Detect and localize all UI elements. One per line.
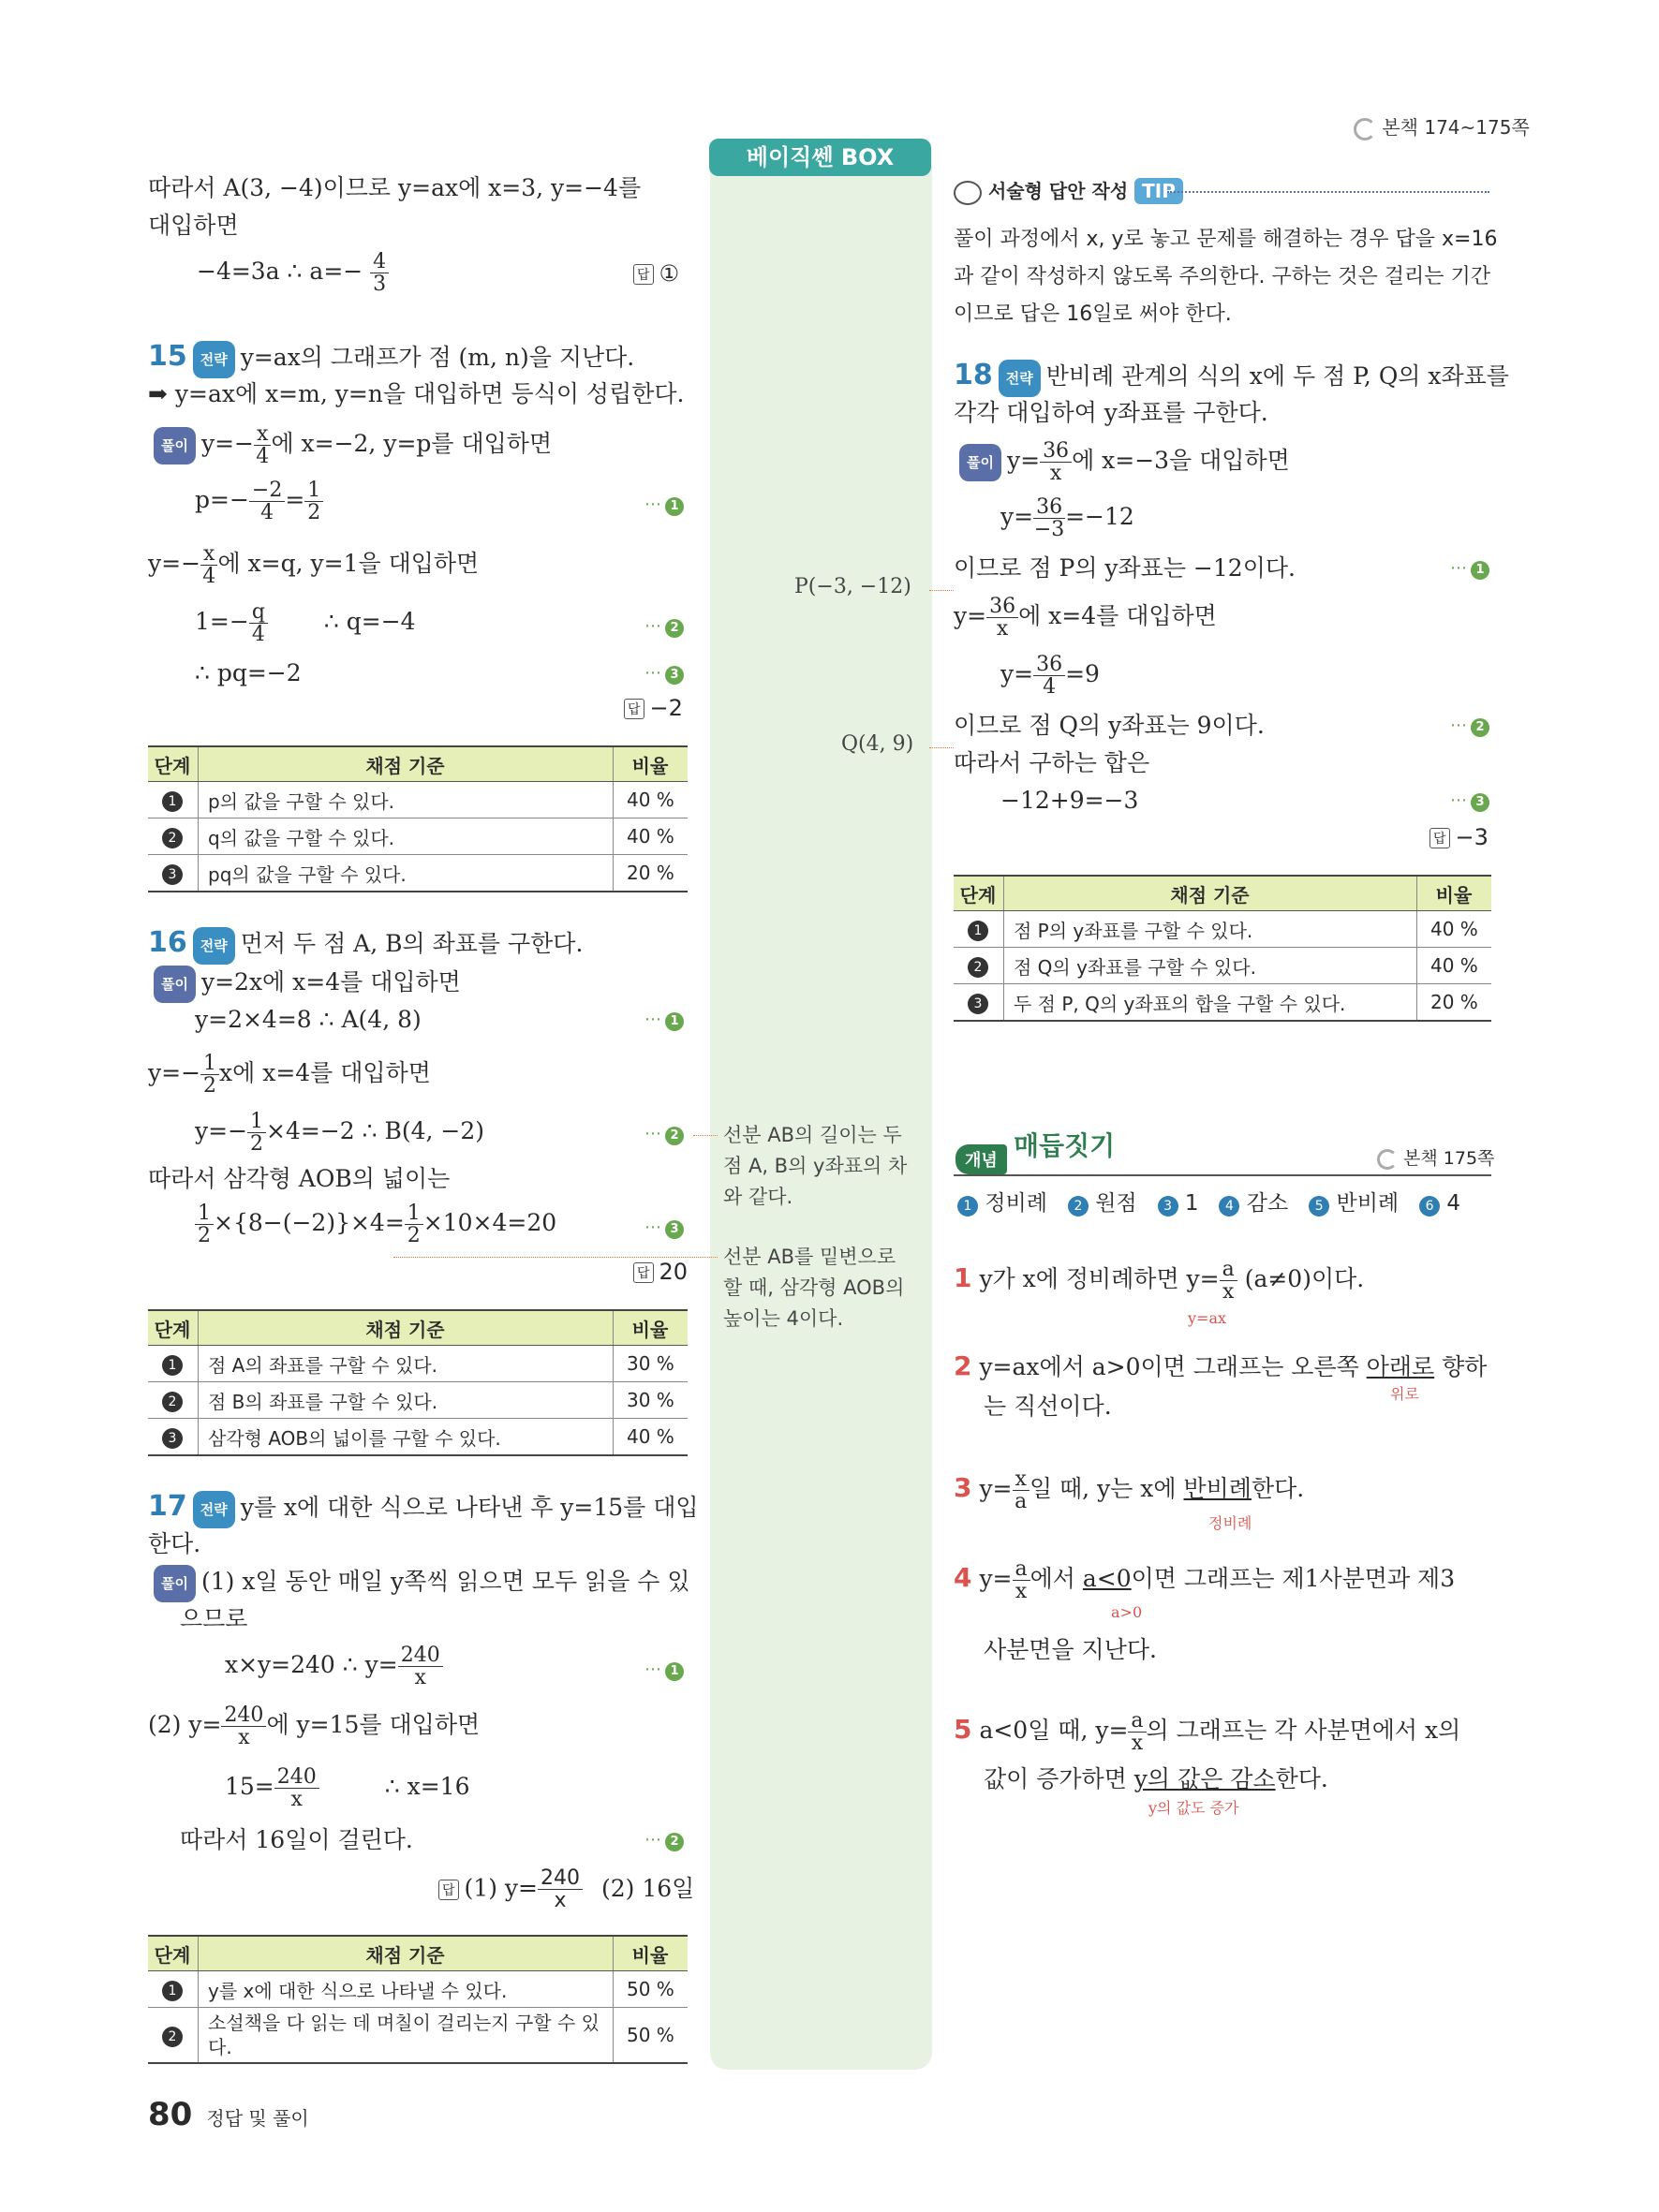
problem-17-line-5: 따라서 16일이 걸린다. [180, 1826, 413, 1853]
problem-17-answer: 답 (1) y= $\frac{240}{x}$ (2) 16일 [438, 1867, 694, 1911]
fraction: $\frac{q}{4}$ [249, 601, 268, 645]
concept-item-3: 3 y= $\frac{x}{a}$ 일 때, y는 x에 반비례한다. [954, 1467, 1305, 1514]
fraction: $\frac{1}{2}$ [200, 1053, 219, 1097]
problem-16-line-4: y=− $\frac{1}{2}$ ×4=−2 ∴ B(4, −2) [195, 1110, 485, 1157]
fraction: $\frac{x}{a}$ [1013, 1468, 1029, 1512]
problem-18-line-3: 이므로 점 P의 y좌표는 −12이다. [954, 554, 1296, 582]
fraction: $\frac{-2}{4}$ [249, 479, 285, 524]
problem-18-strategy-2: 각각 대입하여 y좌표를 구한다. [954, 399, 1268, 426]
problem-17-strategy-2: 한다. [148, 1530, 201, 1557]
scoring-table-18: 단계 채점 기준 비율 1 점 P의 y좌표를 구할 수 있다. 40 % 2 점 Q의 y좌표를 구할 수 있다. 40 % 3 두 점 P, Q의 y좌표의 합을 구할 수 있다. 20 % [954, 875, 1491, 1022]
concept-item-4b: 사분면을 지난다. [984, 1636, 1157, 1663]
basic-box-column [710, 150, 932, 2070]
fraction: $\frac{x}{4}$ [200, 543, 217, 587]
answer-icon: 답 [633, 1262, 654, 1283]
intro-equation: −4=3a ∴ a=− $\frac{4}{3}$ [197, 251, 389, 295]
problem-15-line-3: y=− $\frac{x}{4}$ 에 x=q, y=1을 대입하면 [148, 542, 480, 589]
fraction: $\frac{240}{x}$ [274, 1766, 319, 1810]
correction-2: 위로 [1390, 1385, 1419, 1403]
concept-item-2: 2 y=ax에서 a>0이면 그래프는 오른쪽 아래로 향하 [954, 1350, 1488, 1381]
concept-item-5b: 값이 증가하면 y의 값은 감소한다. [984, 1765, 1328, 1792]
problem-17-line-1b: 으므로 [180, 1605, 248, 1632]
concept-title: 매듭짓기 [1014, 1130, 1116, 1161]
scoring-table-15: 단계 채점 기준 비율 1 p의 값을 구할 수 있다. 40 % 2 q의 값을 구할 수 있다. 40 % 3 pq의 값을 구할 수 있다. 20 % [148, 745, 688, 892]
problem-16-line-5: 따라서 삼각형 AOB의 넓이는 [148, 1165, 451, 1192]
correction-1: y=ax [1188, 1309, 1227, 1327]
step-marker-2: ⋯ 2 [1450, 715, 1489, 737]
fraction: $\frac{36}{4}$ [1033, 654, 1065, 698]
step-marker-1: ⋯ 1 [1450, 558, 1489, 580]
concept-item-4: 4 y= $\frac{a}{x}$ 에서 a<0이면 그래프는 제1사분면과 제3 [954, 1557, 1456, 1604]
fraction: $\frac{36}{x}$ [1040, 440, 1072, 484]
page-ref: 본책 174~175쪽 [1354, 112, 1530, 140]
fraction: $\frac{x}{4}$ [254, 423, 271, 467]
problem-15-answer: 답 −2 [624, 695, 683, 721]
problem-18-line-6: 이므로 점 Q의 y좌표는 9이다. [954, 712, 1265, 739]
fraction: $\frac{4}{3}$ [370, 251, 389, 295]
step-marker-1: ⋯ 1 [644, 1659, 684, 1681]
step-marker-2: ⋯ 2 [644, 1124, 684, 1145]
step-marker-3: ⋯ 3 [1450, 790, 1489, 812]
concept-answers [957, 1186, 1460, 1217]
answer-item: 1 정비례 [957, 1191, 1047, 1216]
problem-15-line-2: p=− $\frac{-2}{4}$ = $\frac{1}{2}$ [195, 479, 323, 524]
step-marker-1: ⋯ 1 [644, 1010, 684, 1031]
fraction: $\frac{240}{x}$ [538, 1867, 583, 1911]
problem-15-line-5: ∴ pq=−2 [195, 659, 302, 686]
fraction: $\frac{240}{x}$ [221, 1704, 266, 1748]
basic-box-title: 베이직쎈 BOX [709, 139, 931, 176]
answer-icon: 답 [624, 699, 644, 719]
problem-17-line-1: 풀이 (1) x일 동안 매일 y쪽씩 읽으면 모두 읽을 수 있 [148, 1564, 690, 1602]
fraction: $\frac{240}{x}$ [398, 1644, 443, 1688]
point-q-label: Q(4, 9) [841, 732, 914, 756]
page-number: 80 [148, 2096, 193, 2133]
answer-item: 2 원점 [1068, 1191, 1137, 1216]
problem-18-line-4: y= $\frac{36}{x}$ 에 x=4를 대입하면 [954, 595, 1217, 641]
connector-line-2 [393, 1257, 718, 1258]
tip-divider [1167, 191, 1489, 193]
problem-18-line-8: −12+9=−3 [1000, 787, 1139, 814]
answer-item: 3 1 [1158, 1191, 1199, 1216]
problem-16-line-1: 풀이 y=2x에 x=4를 대입하면 [148, 965, 461, 1003]
point-p-label: P(−3, −12) [794, 575, 911, 598]
problem-18-line-1: 풀이 y= $\frac{36}{x}$ 에 x=−3을 대입하면 [954, 440, 1290, 484]
problem-15-line-1: 풀이 y=− $\frac{x}{4}$ 에 x=−2, y=p를 대입하면 [148, 423, 552, 467]
pig-icon [954, 181, 982, 205]
problem-18-line-5: y= $\frac{36}{4}$ =9 [1000, 653, 1100, 700]
concept-item-2b: 는 직선이다. [984, 1393, 1112, 1420]
fraction: $\frac{1}{2}$ [405, 1202, 423, 1246]
fraction: $\frac{1}{2}$ [304, 479, 323, 524]
concept-item-1: 1 y가 x에 정비례하면 y= $\frac{a}{x}$ (a≠0)이다. [954, 1258, 1365, 1305]
answer-icon: 답 [633, 264, 654, 285]
problem-15-line-4: 1=− $\frac{q}{4}$ ∴ q=−4 [195, 600, 416, 647]
step-marker-2: ⋯ 2 [644, 616, 684, 638]
problem-16-line-3: y=− $\frac{1}{2}$ x에 x=4를 대입하면 [148, 1052, 431, 1099]
problem-18-answer: 답 −3 [1429, 824, 1489, 850]
problem-15-strategy-2: ➡ y=ax에 x=m, y=n을 대입하면 등식이 성립한다. [148, 380, 685, 407]
correction-3: 정비례 [1208, 1514, 1252, 1532]
connector-line-1 [693, 1135, 718, 1136]
correction-4: a>0 [1111, 1603, 1143, 1621]
problem-16-answer: 답 20 [633, 1259, 688, 1285]
intro-line-1: 따라서 A(3, −4)이므로 y=ax에 x=3, y=−4를 [148, 174, 642, 201]
tip-body: 풀이 과정에서 x, y로 놓고 문제를 해결하는 경우 답을 x=16 과 같이 작성하지 않도록 주의한다. 구하는 것은 걸리는 기간 이므로 답은 16일로 써야 한다. [954, 228, 1498, 326]
fraction: $\frac{a}{x}$ [1013, 1558, 1030, 1602]
fraction: $\frac{36}{x}$ [986, 596, 1018, 640]
intro-answer: 답 ① [633, 260, 679, 287]
connector-line-p [929, 590, 954, 591]
problem-18-line-7: 따라서 구하는 합은 [954, 749, 1150, 776]
refresh-icon [1354, 118, 1376, 140]
concept-item-5: 5 a<0일 때, y= $\frac{a}{x}$ 의 그래프는 각 사분면에서 x의 [954, 1709, 1461, 1756]
fraction: $\frac{1}{2}$ [247, 1111, 266, 1155]
fraction: $\frac{a}{x}$ [1220, 1259, 1237, 1303]
page-footer [148, 2096, 309, 2133]
intro-line-2: 대입하면 [148, 212, 239, 239]
problem-17-line-2: x×y=240 ∴ y= $\frac{240}{x}$ [225, 1644, 443, 1688]
problem-17-line-4: 15= $\frac{240}{x}$ ∴ x=16 [225, 1765, 470, 1812]
correction-5: y의 값도 증가 [1148, 1799, 1239, 1817]
fraction: $\frac{a}{x}$ [1128, 1710, 1146, 1754]
scoring-table-17: 단계 채점 기준 비율 1 y를 x에 대한 식으로 나타낼 수 있다. 50 % 2 소설책을 다 읽는 데 며칠이 걸리는지 구할 수 있다. 50 % [148, 1935, 688, 2064]
fraction: $\frac{1}{2}$ [195, 1202, 214, 1246]
problem-16-strategy: 16 전략 먼저 두 점 A, B의 좌표를 구한다. [148, 925, 583, 965]
problem-16-line-2: y=2×4=8 ∴ A(4, 8) [195, 1006, 422, 1033]
step-marker-1: ⋯ 1 [644, 494, 684, 516]
fraction: $\frac{36}{-3}$ [1033, 495, 1065, 542]
side-note-1: 선분 AB의 길이는 두 점 A, B의 y좌표의 차 와 같다. [723, 1124, 908, 1208]
problem-18-line-2: y= $\frac{36}{-3}$ =−12 [1000, 495, 1134, 542]
answer-item: 6 4 [1419, 1191, 1460, 1216]
step-marker-2: ⋯ 2 [644, 1830, 684, 1851]
answer-item: 4 감소 [1219, 1191, 1288, 1216]
step-marker-3: ⋯ 3 [644, 663, 684, 685]
problem-18-strategy: 18 전략 반비례 관계의 식의 x에 두 점 P, Q의 x좌표를 [954, 358, 1509, 397]
problem-17-strategy: 17 전략 y를 x에 대한 식으로 나타낸 후 y=15를 대입 [148, 1489, 699, 1528]
scoring-table-16: 단계 채점 기준 비율 1 점 A의 좌표를 구할 수 있다. 30 % 2 점 B의 좌표를 구할 수 있다. 30 % 3 삼각형 AOB의 넓이를 구할 수 있다. 40 % [148, 1309, 688, 1456]
tip-header: 서술형 답안 작성 TIP [954, 176, 1183, 205]
footer-label: 정답 및 풀이 [206, 2107, 309, 2130]
answer-icon: 답 [1429, 828, 1450, 848]
side-note-2: 선분 AB를 밑변으로 할 때, 삼각형 AOB의 높이는 4이다. [723, 1246, 905, 1330]
refresh-icon [1377, 1149, 1398, 1170]
problem-17-line-3: (2) y= $\frac{240}{x}$ 에 y=15를 대입하면 [148, 1703, 481, 1750]
answer-icon: 답 [438, 1880, 459, 1900]
connector-line-q [929, 747, 954, 748]
step-marker-3: ⋯ 3 [644, 1217, 684, 1239]
problem-15-strategy: 15 전략 y=ax의 그래프가 점 (m, n)을 지난다. [148, 339, 634, 378]
concept-ref: 본책 175쪽 [1377, 1144, 1494, 1170]
problem-16-line-6: $\frac{1}{2}$ ×{8−(−2)}×4= $\frac{1}{2}$ ×10×4=20 [195, 1202, 556, 1246]
concept-tag: 개념 [955, 1144, 1007, 1174]
answer-item: 5 반비례 [1309, 1191, 1399, 1216]
